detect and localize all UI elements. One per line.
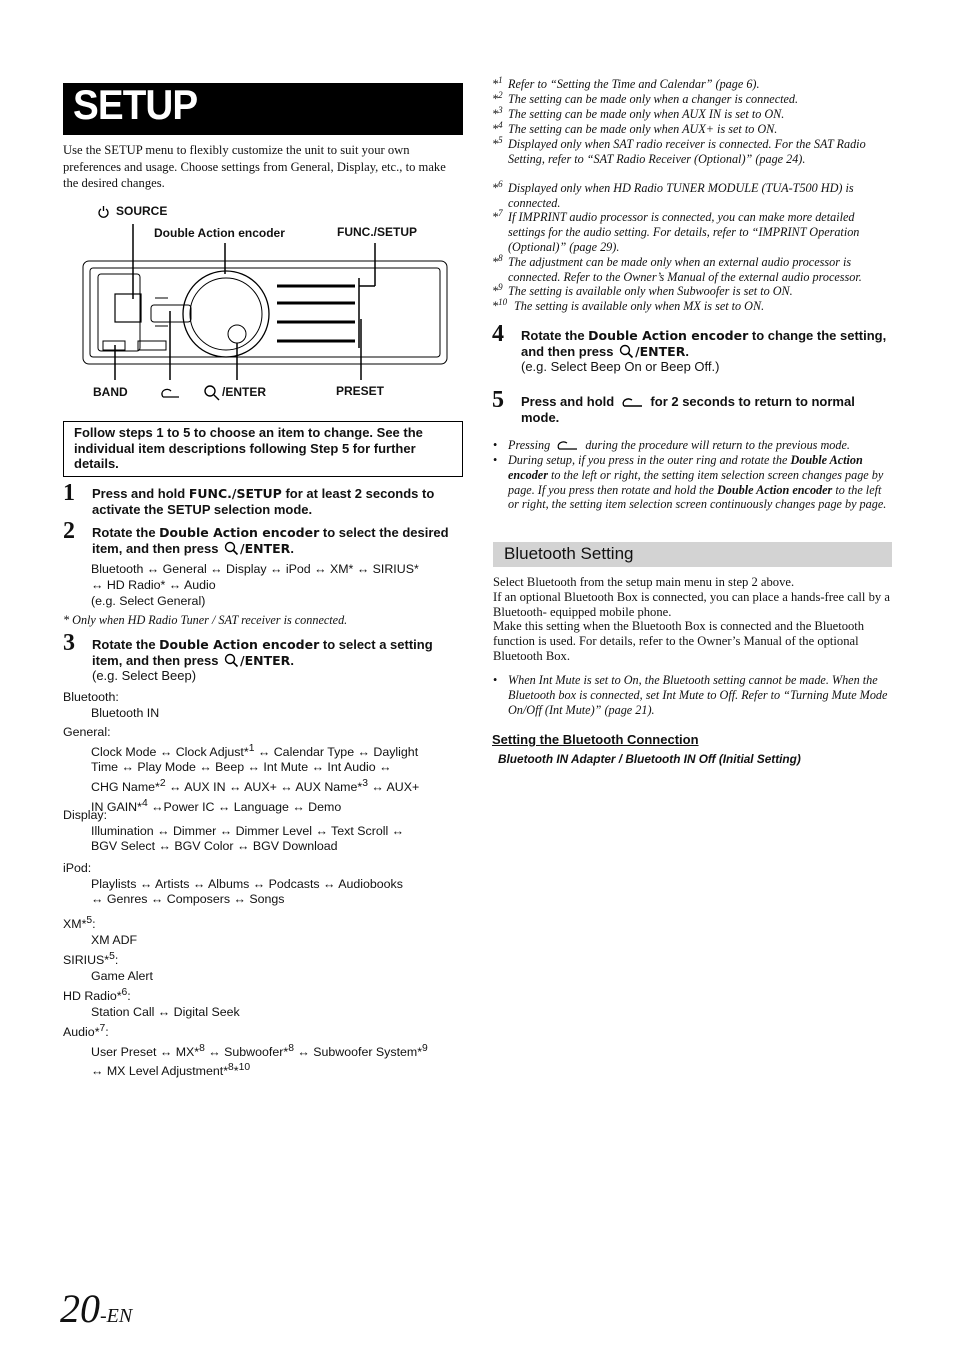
- back-arrow-icon: [620, 395, 646, 409]
- step-5-text: Press and hold for 2 seconds to return to normal mode.: [521, 394, 855, 425]
- step-5-number: 5: [492, 387, 504, 413]
- preset-label: PRESET: [336, 384, 385, 398]
- step-2-number: 2: [63, 518, 75, 544]
- footnote-4: *$^4$ The setting can be made only when AUX+ is set to ON.: [492, 119, 778, 136]
- step-1-text: Press and hold FUNC./SETUP for at least 2 seconds to activate the SETUP selection mode.: [92, 486, 435, 517]
- category-display: Display: Illumination ↔ Dimmer ↔ Dimmer Level ↔ Text Scroll ↔ BGV Select ↔ BGV Color ↔ BGV Download: [63, 808, 405, 854]
- double-action-encoder-label: Double Action encoder: [154, 226, 285, 240]
- footnote-9: *$^9$ The setting is available only when Subwoofer is set to ON.: [492, 281, 793, 298]
- enter-label: /ENTER: [222, 385, 267, 399]
- category-bluetooth: Bluetooth: Bluetooth IN: [63, 690, 160, 720]
- page-title: SETUP: [73, 81, 198, 128]
- bluetooth-section-title: Bluetooth Setting: [504, 544, 634, 563]
- band-label: BAND: [93, 385, 128, 399]
- intro-paragraph: Use the SETUP menu to flexibly customize the unit to suit your own preferences and usage. Choose settings from General, Display, etc., to make the desired changes.: [63, 143, 446, 190]
- footnote-5: *$^5$ Displayed only when SAT radio receiver is connected. For the SAT Radio Setting, refer to “SAT Radio Receiver (Optional)” (page 24).: [492, 134, 866, 166]
- footnote-10: *$^{10}$ The setting is available only when MX is set to ON.: [492, 296, 765, 313]
- title-bar: [63, 83, 463, 135]
- back-arrow-icon: [555, 439, 581, 452]
- footnote-8: *$^8$ The adjustment can be made only when an external audio processor is connected. Refer to the Owner’s Manual of the external audio processor.: [492, 252, 862, 284]
- power-icon: [99, 206, 108, 217]
- bluetooth-connection-options: Bluetooth IN Adapter / Bluetooth IN Off (Initial Setting): [498, 752, 801, 766]
- category-general: General: Clock Mode ↔ Clock Adjust*$^1$ ↔ Calendar Type ↔ Daylight Time ↔ Play Mode ↔ Beep ↔ Int Mute ↔ Int Audio ↔ CHG Name*$^2$ ↔ AUX IN ↔ AUX+ ↔ AUX Name*$^3$ ↔ AUX+ IN GAIN*$^4$ ↔Power IC ↔ Language ↔ Demo: [63, 725, 420, 814]
- category-audio: Audio*$^7$: User Preset ↔ MX*$^8$ ↔ Subwoofer*$^8$ ↔ Subwoofer System*$^9$ ↔ MX Level Adjustment*$^8$*$^{10}$: [63, 1023, 428, 1079]
- func-setup-label: FUNC./SETUP: [337, 225, 418, 239]
- footnote-1: *$^1$ Refer to “Setting the Time and Calendar” (page 6).: [492, 74, 760, 91]
- step-1-number: 1: [63, 480, 75, 506]
- category-hd-radio: HD Radio*$^6$: Station Call ↔ Digital Seek: [63, 987, 240, 1019]
- note-back-button: • Pressing during the procedure will return to the previous mode.: [493, 438, 850, 452]
- magnifier-icon: [224, 541, 239, 556]
- steps-instruction-text: Follow steps 1 to 5 to choose an item to change. See the individual item descriptions following Step 5 for further details.: [74, 425, 423, 471]
- magnifier-icon: [205, 386, 219, 400]
- unit-diagram: [63, 198, 463, 408]
- step-3-text: Rotate the Double Action encoder to select a setting item, and then press /ENTER. (e.g. Select Beep): [92, 637, 433, 683]
- bluetooth-int-mute-note: • When Int Mute is set to On, the Bluetooth setting cannot be made. When the Bluetooth box is connected, set Int Mute to Off. Refer to “Turning Mute Mode On/Off (Int Mute)” (page 21).: [493, 673, 888, 717]
- page-number: 20-EN: [60, 1286, 133, 1331]
- step-4-number: 4: [492, 321, 504, 347]
- back-arrow-icon: [162, 389, 179, 397]
- category-ipod: iPod: Playlists ↔ Artists ↔ Albums ↔ Podcasts ↔ Audiobooks ↔ Genres ↔ Composers ↔ Songs: [63, 861, 403, 907]
- footnote-3: *$^3$ The setting can be made only when AUX IN is set to ON.: [492, 104, 785, 121]
- magnifier-icon: [224, 653, 239, 668]
- category-xm: XM*$^5$: XM ADF: [63, 915, 138, 947]
- footnote-2: *$^2$ The setting can be made only when a changer is connected.: [492, 89, 799, 106]
- step-3-number: 3: [63, 630, 75, 656]
- note-outer-ring: • During setup, if you press in the outer ring and rotate the Double Action encoder to the left or right, the setting item selection screen changes page by page. If you press then rotate and hold the Double Action encoder to the left or right, the setting item selection screen continuously changes page by page.: [493, 453, 887, 512]
- category-sirius: SIRIUS*$^5$: Game Alert: [63, 951, 153, 983]
- bluetooth-section-body: Select Bluetooth from the setup main menu in step 2 above. If an optional Bluetooth Box is connected, you can place a hands-free call by a Bluetooth- equipped mobile phone. Make this setting when the Bluetooth Box is connected and the Bluetooth function is used. For details, refer to the Owner’s Manual of the optional Bluetooth Box.: [493, 575, 890, 663]
- step-2-sequence: Bluetooth ↔ General ↔ Display ↔ iPod ↔ XM* ↔ SIRIUS* ↔ HD Radio* ↔ Audio (e.g. Select General): [91, 562, 419, 608]
- footnote-7: *$^7$ If IMPRINT audio processor is connected, you can make more detailed settings for the audio setting. For details, refer to “IMPRINT Operation (Optional)” (page 29).: [492, 207, 860, 254]
- hd-radio-note: * Only when HD Radio Tuner / SAT receiver is connected.: [63, 613, 348, 627]
- step-4-text: Rotate the Double Action encoder to change the setting, and then press /ENTER. (e.g. Select Beep On or Beep Off.): [521, 328, 887, 374]
- magnifier-icon: [619, 344, 634, 359]
- source-label: SOURCE: [116, 204, 168, 218]
- bluetooth-section-header: [493, 542, 892, 567]
- bluetooth-connection-heading: Setting the Bluetooth Connection: [492, 732, 699, 747]
- steps-instruction-box: [63, 421, 463, 477]
- step-2-text: Rotate the Double Action encoder to select the desired item, and then press /ENTER.: [92, 525, 449, 556]
- footnote-6: *$^6$ Displayed only when HD Radio TUNER MODULE (TUA-T500 HD) is connected.: [492, 178, 854, 210]
